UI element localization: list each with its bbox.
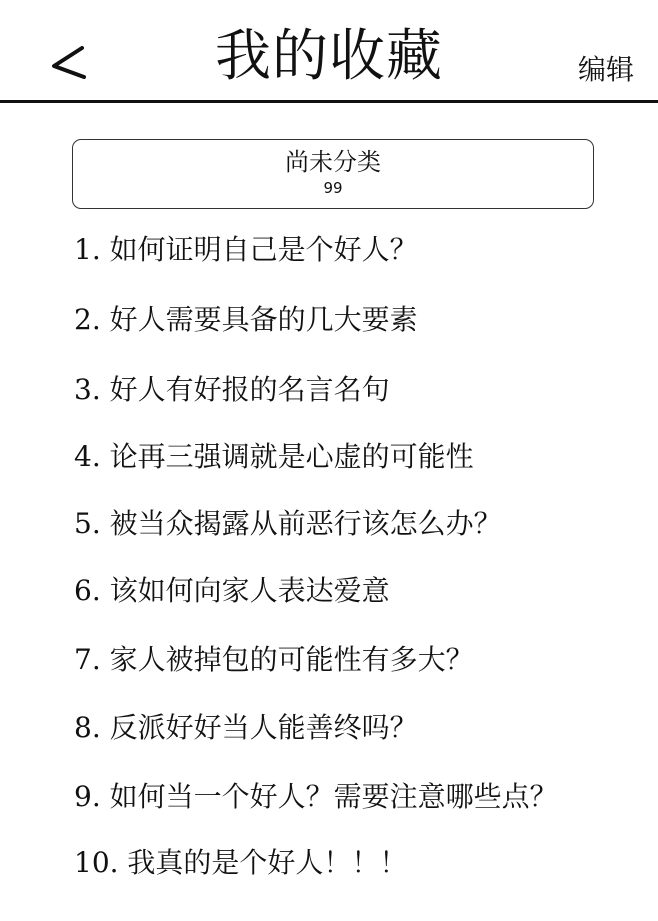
header-divider bbox=[0, 100, 658, 103]
list-item[interactable]: 4. 论再三强调就是心虚的可能性 bbox=[74, 440, 474, 473]
list-item[interactable]: 10. 我真的是个好人！！！ bbox=[74, 846, 408, 879]
page-title: 我的收藏 bbox=[215, 24, 443, 89]
edit-button[interactable]: 编辑 bbox=[577, 53, 634, 86]
category-card-uncategorized[interactable] bbox=[72, 139, 594, 209]
list-item[interactable]: 1. 如何证明自己是个好人？ bbox=[74, 233, 418, 266]
list-item[interactable]: 9. 如何当一个好人？需要注意哪些点？ bbox=[74, 780, 558, 813]
list-item[interactable]: 3. 好人有好报的名言名句 bbox=[74, 373, 390, 406]
list-item[interactable]: 6. 该如何向家人表达爱意 bbox=[74, 574, 390, 607]
list-item[interactable]: 7. 家人被掉包的可能性有多大？ bbox=[74, 643, 474, 676]
list-item[interactable]: 8. 反派好好当人能善终吗？ bbox=[74, 711, 418, 744]
list-item[interactable]: 2. 好人需要具备的几大要素 bbox=[74, 303, 418, 336]
category-name: 尚未分类 bbox=[285, 148, 381, 176]
category-count: 99 bbox=[323, 179, 343, 197]
list-item[interactable]: 5. 被当众揭露从前恶行该怎么办？ bbox=[74, 507, 502, 540]
header-bar bbox=[0, 0, 658, 103]
